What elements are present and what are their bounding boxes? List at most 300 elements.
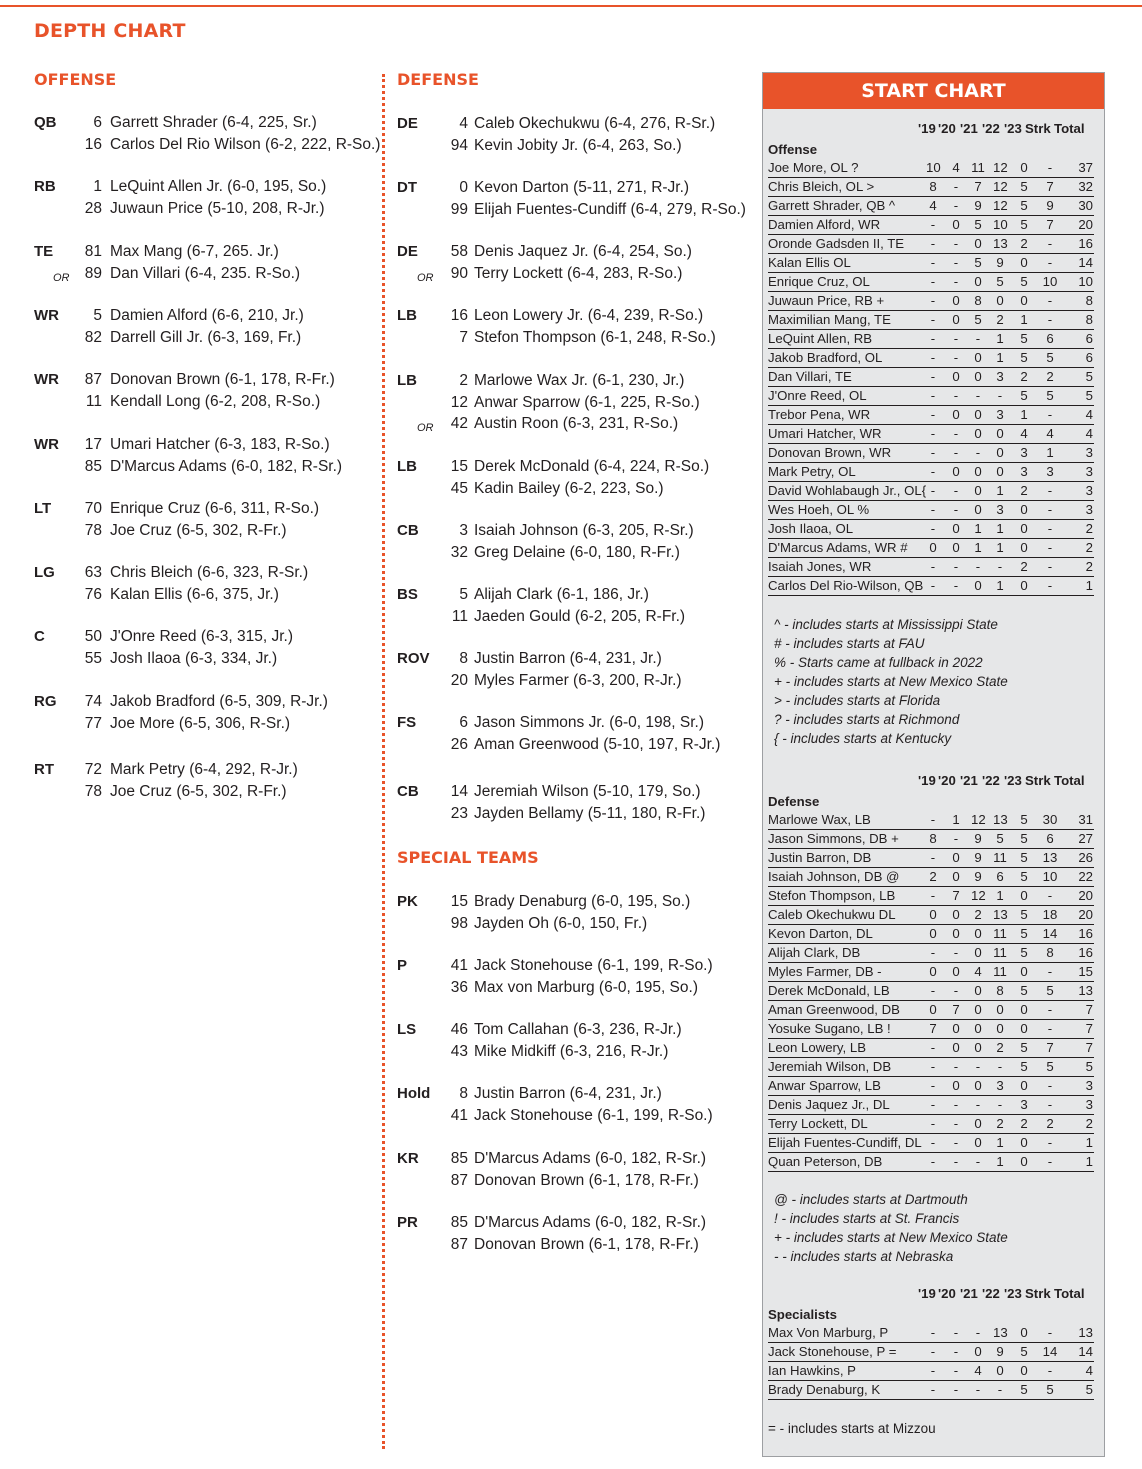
value-cell: 2	[1085, 540, 1093, 555]
value-cell: 12	[993, 198, 1008, 213]
player-row	[397, 392, 747, 414]
value-cell: 3	[996, 502, 1004, 517]
top-rule	[0, 5, 1142, 7]
value-cell: 5	[1085, 388, 1093, 403]
position-label: DE	[397, 243, 418, 260]
column-header: '21	[960, 121, 978, 136]
table-row	[768, 349, 1094, 368]
position-group	[34, 305, 384, 348]
player-name: D'Marcus Adams (6-0, 182, R-Sr.)	[474, 1214, 707, 1231]
value-cell: 5	[1020, 1040, 1028, 1055]
value-cell: -	[1047, 888, 1053, 903]
position-group	[397, 113, 747, 156]
value-cell: 3	[1085, 445, 1093, 460]
value-cell: 0	[1020, 255, 1028, 270]
value-cell: -	[953, 350, 959, 365]
value-cell: -	[930, 483, 936, 498]
player-name: Max Mang (6-7, 265. Jr.)	[110, 243, 279, 260]
value-cell: -	[1047, 407, 1053, 422]
value-cell: -	[953, 1154, 959, 1169]
value-cell: 7	[1085, 1021, 1093, 1036]
player-row	[397, 263, 747, 285]
table-row	[768, 1077, 1094, 1096]
value-cell: -	[975, 331, 981, 346]
player-row	[34, 305, 384, 327]
value-cell: 11	[993, 945, 1007, 960]
jersey-number: 81	[84, 243, 102, 260]
value-cell: -	[1047, 160, 1053, 175]
player-cell: Max Von Marburg, P	[768, 1325, 889, 1340]
table-section-label: Specialists	[768, 1307, 837, 1322]
table-row	[768, 273, 1094, 292]
player-cell: D'Marcus Adams, WR #	[768, 540, 908, 555]
player-name: Justin Barron (6-4, 231, Jr.)	[474, 650, 662, 667]
value-cell: 8	[1085, 293, 1093, 308]
position-group	[34, 691, 384, 734]
jersey-number: 55	[84, 649, 102, 667]
position-label: LB	[397, 372, 417, 389]
value-cell: 0	[996, 1021, 1004, 1036]
value-cell: 7	[1046, 179, 1054, 194]
player-cell: Alijah Clark, DB	[768, 945, 861, 960]
value-cell: -	[953, 502, 959, 517]
value-cell: 13	[1078, 1325, 1093, 1340]
value-cell: 16	[1078, 945, 1093, 960]
value-cell: -	[930, 388, 936, 403]
column-header: '21	[960, 1286, 978, 1301]
jersey-number: 41	[450, 957, 468, 974]
value-cell: -	[975, 388, 981, 403]
value-cell: 16	[1078, 926, 1093, 941]
value-cell: 22	[1078, 869, 1093, 884]
value-cell: 0	[952, 869, 960, 884]
footnote: ^ - includes starts at Mississippi State	[774, 617, 998, 632]
position-group	[397, 370, 747, 435]
player-name: Caleb Okechukwu (6-4, 276, R-Sr.)	[474, 115, 716, 132]
value-cell: 5	[1020, 812, 1028, 827]
player-cell: Myles Farmer, DB -	[768, 964, 882, 979]
table-row	[768, 501, 1094, 520]
value-cell: -	[1047, 236, 1053, 251]
value-cell: -	[953, 274, 959, 289]
player-name: Jeremiah Wilson (5-10, 179, So.)	[474, 783, 701, 800]
value-cell: 0	[974, 1078, 982, 1093]
value-cell: 0	[1020, 502, 1028, 517]
value-cell: 1	[1085, 578, 1093, 593]
value-cell: 5	[974, 217, 982, 232]
value-cell: 0	[996, 426, 1004, 441]
value-cell: -	[953, 1135, 959, 1150]
jersey-number: 77	[84, 714, 102, 732]
value-cell: 31	[1078, 812, 1093, 827]
position-label: BS	[397, 586, 418, 603]
value-cell: 20	[1078, 217, 1093, 232]
position-group	[397, 305, 747, 348]
jersey-number: 6	[93, 114, 102, 131]
value-cell: -	[930, 1363, 936, 1378]
value-cell: 5	[1020, 907, 1028, 922]
jersey-number: 16	[84, 135, 102, 153]
player-row	[34, 369, 384, 391]
player-name: Denis Jaquez Jr. (6-4, 254, So.)	[474, 243, 692, 260]
value-cell: -	[930, 464, 936, 479]
value-cell: -	[953, 198, 959, 213]
jersey-number: 11	[85, 392, 102, 410]
jersey-number: 3	[459, 522, 468, 539]
jersey-number: 12	[450, 393, 468, 411]
value-cell: -	[1047, 502, 1053, 517]
player-cell: Garrett Shrader, QB ^	[768, 198, 896, 213]
player-row	[34, 241, 384, 263]
value-cell: 2	[1020, 559, 1028, 574]
value-cell: 0	[974, 945, 982, 960]
player-name: Joe More (6-5, 306, R-Sr.)	[110, 714, 291, 732]
jersey-number: 85	[450, 1214, 468, 1231]
value-cell: -	[1047, 255, 1053, 270]
value-cell: -	[930, 255, 936, 270]
player-row	[397, 1041, 747, 1063]
value-cell: 0	[974, 1344, 982, 1359]
table-header	[768, 1286, 1094, 1305]
value-cell: 8	[974, 293, 982, 308]
jersey-number: 14	[450, 783, 468, 800]
value-cell: 5	[974, 312, 982, 327]
position-group	[397, 1148, 747, 1191]
value-cell: -	[975, 1097, 981, 1112]
player-cell: Stefon Thompson, LB	[768, 888, 896, 903]
value-cell: 0	[929, 964, 937, 979]
value-cell: 0	[996, 1363, 1004, 1378]
player-name: Chris Bleich (6-6, 323, R-Sr.)	[110, 564, 309, 581]
value-cell: 0	[952, 217, 960, 232]
player-name: Damien Alford (6-6, 210, Jr.)	[110, 307, 304, 324]
jersey-number: 5	[93, 307, 102, 324]
offense-heading: OFFENSE	[34, 70, 117, 89]
value-cell: -	[930, 850, 936, 865]
value-cell: -	[953, 179, 959, 194]
value-cell: 0	[1020, 293, 1028, 308]
value-cell: 0	[952, 540, 960, 555]
value-cell: 0	[974, 274, 982, 289]
value-cell: 30	[1042, 812, 1058, 827]
column-header: '20	[938, 773, 956, 788]
player-cell: Josh Ilaoa, OL	[768, 521, 854, 536]
player-cell: Justin Barron, DB	[768, 850, 872, 865]
value-cell: 12	[993, 160, 1008, 175]
jersey-number: 76	[84, 585, 102, 603]
value-cell: 14	[1042, 1344, 1058, 1359]
table-row	[768, 387, 1094, 406]
value-cell: 0	[974, 983, 982, 998]
value-cell: 20	[1078, 888, 1093, 903]
column-header: '19	[918, 121, 936, 136]
specialists-starts-table	[768, 1286, 1094, 1400]
value-cell: -	[1047, 1078, 1053, 1093]
value-cell: 2	[1020, 369, 1028, 384]
value-cell: -	[953, 426, 959, 441]
value-cell: 0	[1020, 888, 1028, 903]
value-cell: 0	[974, 578, 982, 593]
table-row	[768, 982, 1094, 1001]
defense-heading: DEFENSE	[397, 70, 479, 89]
position-label: CB	[397, 522, 419, 539]
value-cell: -	[953, 559, 959, 574]
player-name: Aman Greenwood (5-10, 197, R-Jr.)	[474, 735, 721, 753]
player-row	[34, 562, 384, 584]
value-cell: 13	[1078, 983, 1093, 998]
start-chart-panel	[762, 72, 1105, 1457]
jersey-number: 78	[84, 521, 102, 539]
position-label: LB	[397, 307, 417, 324]
value-cell: 6	[1085, 331, 1093, 346]
table-row	[768, 1115, 1094, 1134]
value-cell: 6	[1046, 331, 1054, 346]
value-cell: -	[953, 1344, 959, 1359]
player-row	[397, 734, 747, 756]
jersey-number: 26	[450, 735, 468, 753]
value-cell: -	[930, 1325, 936, 1340]
player-cell: Joe More, OL ?	[768, 160, 859, 175]
value-cell: -	[953, 1382, 959, 1397]
value-cell: 0	[996, 293, 1004, 308]
value-cell: 1	[952, 812, 960, 827]
value-cell: -	[930, 983, 936, 998]
player-row	[397, 955, 747, 977]
player-row	[397, 542, 747, 564]
value-cell: 0	[952, 926, 960, 941]
player-name: Joe Cruz (6-5, 302, R-Fr.)	[110, 521, 287, 539]
player-name: Joe Cruz (6-5, 302, R-Fr.)	[110, 782, 287, 800]
player-cell: Isaiah Johnson, DB @	[768, 869, 900, 884]
value-cell: 2	[1020, 1116, 1028, 1131]
value-cell: 9	[974, 850, 982, 865]
column-header: Total	[1054, 121, 1085, 136]
player-name: Jayden Oh (6-0, 150, Fr.)	[474, 914, 648, 932]
footnote: + - includes starts at New Mexico State	[774, 674, 1008, 689]
player-name: Elijah Fuentes-Cundiff (6-4, 279, R-So.)	[474, 200, 746, 218]
value-cell: 11	[971, 160, 985, 175]
value-cell: 0	[1020, 578, 1028, 593]
column-header: Strk	[1025, 1286, 1051, 1301]
value-cell: 0	[1020, 1021, 1028, 1036]
value-cell: 0	[929, 926, 937, 941]
player-row	[397, 1212, 747, 1234]
value-cell: 1	[996, 483, 1004, 498]
column-header: '22	[982, 121, 1000, 136]
table-row	[768, 963, 1094, 982]
value-cell: 0	[996, 445, 1004, 460]
value-cell: 8	[1046, 945, 1054, 960]
jersey-number: 15	[450, 893, 468, 910]
table-row	[768, 1096, 1094, 1115]
value-cell: -	[1047, 559, 1053, 574]
player-name: Max von Marburg (6-0, 195, So.)	[474, 978, 698, 996]
value-cell: -	[930, 407, 936, 422]
player-name: Dan Villari (6-4, 235. R-So.)	[110, 264, 301, 282]
value-cell: 0	[1020, 160, 1028, 175]
player-cell: Maximilian Mang, TE	[768, 312, 891, 327]
value-cell: 10	[1042, 274, 1058, 289]
position-label: DT	[397, 179, 417, 196]
player-row	[397, 1148, 747, 1170]
jersey-number: 8	[459, 650, 468, 667]
value-cell: -	[930, 236, 936, 251]
table-row	[768, 944, 1094, 963]
value-cell: 0	[1020, 540, 1028, 555]
player-row	[34, 391, 384, 413]
jersey-number: 11	[451, 607, 468, 625]
position-group	[397, 712, 747, 755]
player-name: Mike Midkiff (6-3, 216, R-Jr.)	[474, 1042, 669, 1060]
jersey-number: 89	[84, 264, 102, 282]
value-cell: 7	[974, 179, 982, 194]
player-name: Donovan Brown (6-1, 178, R-Fr.)	[474, 1171, 699, 1189]
value-cell: 4	[1085, 407, 1093, 422]
jersey-number: 4	[459, 115, 468, 132]
value-cell: 8	[996, 983, 1004, 998]
value-cell: -	[953, 483, 959, 498]
table-header	[768, 121, 1094, 140]
player-name: D'Marcus Adams (6-0, 182, R-Sr.)	[110, 457, 343, 475]
table-row	[768, 235, 1094, 254]
player-name: Anwar Sparrow (6-1, 225, R-So.)	[474, 393, 700, 411]
value-cell: -	[930, 312, 936, 327]
position-label: RB	[34, 178, 56, 195]
player-name: D'Marcus Adams (6-0, 182, R-Sr.)	[474, 1150, 707, 1167]
table-row	[768, 178, 1094, 197]
player-row	[397, 606, 747, 628]
value-cell: 5	[1046, 983, 1054, 998]
jersey-number: 45	[450, 479, 468, 497]
value-cell: 5	[1020, 869, 1028, 884]
column-header: '23	[1004, 121, 1022, 136]
footnote: % - Starts came at fullback in 2022	[774, 655, 983, 670]
value-cell: 13	[993, 236, 1008, 251]
value-cell: -	[953, 831, 959, 846]
value-cell: 7	[1046, 217, 1054, 232]
value-cell: 0	[1020, 1154, 1028, 1169]
position-label: LG	[34, 564, 55, 581]
value-cell: 3	[1085, 502, 1093, 517]
player-row	[34, 198, 384, 220]
value-cell: -	[1047, 1097, 1053, 1112]
value-cell: 3	[1085, 1078, 1093, 1093]
player-row	[397, 177, 747, 199]
player-cell: Yosuke Sugano, LB !	[768, 1021, 891, 1036]
column-header: '21	[960, 773, 978, 788]
value-cell: 4	[1020, 426, 1028, 441]
player-row	[397, 113, 747, 135]
value-cell: 10	[1078, 274, 1093, 289]
jersey-number: 7	[459, 328, 468, 346]
player-cell: Brady Denaburg, K	[768, 1382, 881, 1397]
value-cell: 12	[971, 888, 986, 903]
player-row	[34, 691, 384, 713]
value-cell: -	[953, 1363, 959, 1378]
player-cell: Enrique Cruz, OL	[768, 274, 870, 289]
table-row	[768, 849, 1094, 868]
value-cell: 0	[974, 1021, 982, 1036]
player-cell: Ian Hawkins, P	[768, 1363, 856, 1378]
position-group	[397, 241, 747, 284]
value-cell: 2	[1085, 521, 1093, 536]
value-cell: -	[997, 1059, 1003, 1074]
value-cell: 32	[1078, 179, 1093, 194]
player-cell: Jeremiah Wilson, DB	[768, 1059, 892, 1074]
value-cell: 0	[1020, 1363, 1028, 1378]
value-cell: 0	[952, 1078, 960, 1093]
value-cell: 3	[996, 407, 1004, 422]
value-cell: 0	[929, 907, 937, 922]
jersey-number: 32	[450, 543, 468, 561]
jersey-number: 42	[450, 415, 468, 432]
table-row	[768, 811, 1094, 830]
player-row	[397, 478, 747, 500]
footnote: - - includes starts at Nebraska	[774, 1249, 954, 1264]
player-row	[397, 241, 747, 263]
position-label: LB	[397, 458, 417, 475]
jersey-number: 36	[450, 978, 468, 996]
value-cell: 0	[952, 1040, 960, 1055]
value-cell: 0	[929, 1002, 937, 1017]
player-cell: Chris Bleich, OL >	[768, 179, 875, 194]
value-cell: 14	[1042, 926, 1058, 941]
table-section-label: Offense	[768, 142, 818, 157]
value-cell: -	[975, 1325, 981, 1340]
table-row	[768, 425, 1094, 444]
value-cell: 7	[1085, 1040, 1093, 1055]
value-cell: 5	[1020, 1059, 1028, 1074]
value-cell: 9	[974, 198, 982, 213]
value-cell: 3	[1020, 445, 1028, 460]
or-marker: OR	[53, 271, 70, 284]
player-row	[397, 199, 747, 221]
player-row	[34, 520, 384, 542]
position-group	[34, 626, 384, 669]
value-cell: 5	[1020, 217, 1028, 232]
position-group	[34, 369, 384, 412]
value-cell: -	[953, 236, 959, 251]
table-row	[768, 906, 1094, 925]
value-cell: 0	[952, 907, 960, 922]
player-cell: Isaiah Jones, WR	[768, 559, 872, 574]
value-cell: -	[930, 331, 936, 346]
player-cell: Wes Hoeh, OL %	[768, 502, 870, 517]
player-cell: Caleb Okechukwu DL	[768, 907, 896, 922]
value-cell: 5	[1046, 1382, 1054, 1397]
jersey-number: 85	[450, 1150, 468, 1167]
value-cell: 6	[1046, 831, 1054, 846]
position-label: LS	[397, 1021, 417, 1038]
position-label: WR	[34, 307, 59, 324]
value-cell: -	[930, 1097, 936, 1112]
value-cell: 1	[1085, 1154, 1093, 1169]
value-cell: 7	[929, 1021, 937, 1036]
player-name: Mark Petry (6-4, 292, R-Jr.)	[110, 761, 298, 778]
value-cell: -	[1047, 1154, 1053, 1169]
value-cell: 5	[1020, 179, 1028, 194]
player-name: Isaiah Johnson (6-3, 205, R-Sr.)	[474, 522, 694, 539]
table-row	[768, 887, 1094, 906]
player-row	[397, 370, 747, 392]
player-row	[397, 891, 747, 913]
value-cell: 15	[1078, 964, 1093, 979]
player-cell: Quan Peterson, DB	[768, 1154, 883, 1169]
value-cell: 16	[1078, 236, 1093, 251]
value-cell: -	[930, 502, 936, 517]
value-cell: 5	[1085, 1382, 1093, 1397]
value-cell: -	[953, 1116, 959, 1131]
